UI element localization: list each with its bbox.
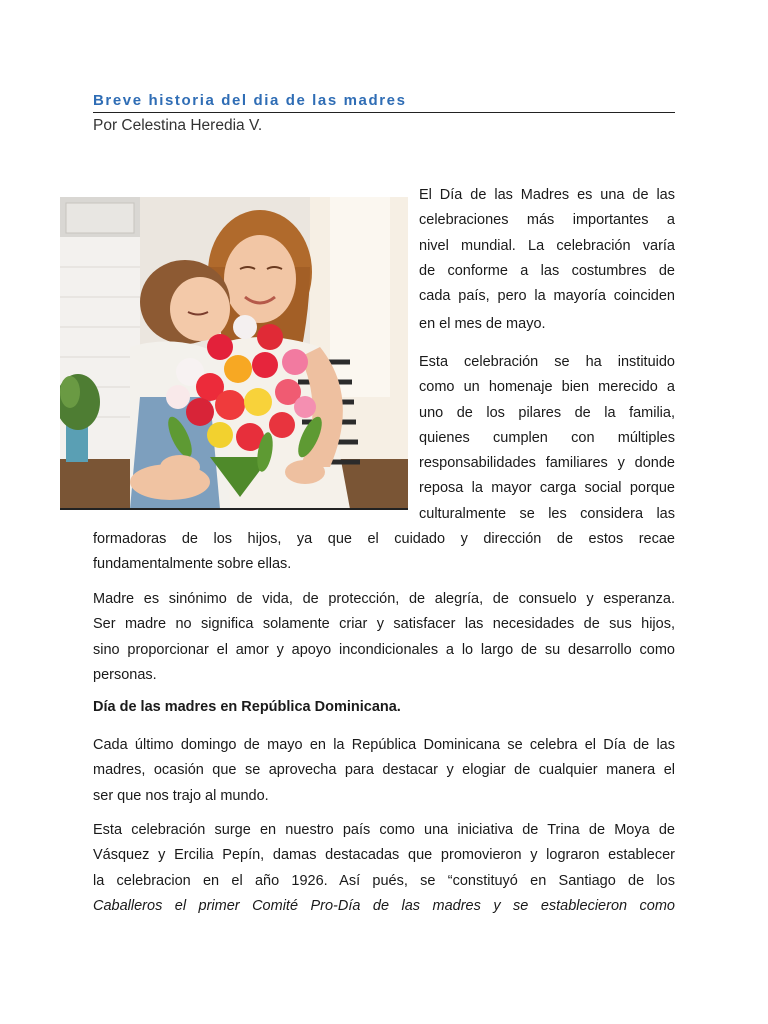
text-line: reposa la mayor carga social porque xyxy=(419,480,675,497)
text-line: Madre es sinónimo de vida, de protección, de alegría, de consuelo y esperanza. xyxy=(93,591,675,607)
author-byline: Por Celestina Heredia V. xyxy=(93,117,263,134)
paragraph-mother-meaning xyxy=(93,587,675,688)
paragraph-intro xyxy=(419,183,675,338)
text-line: Esta celebración se ha instituido xyxy=(419,354,675,370)
text-line: en el mes de mayo. xyxy=(419,316,546,333)
text-line: quienes cumplen con múltiples xyxy=(419,429,675,446)
text-line: personas. xyxy=(93,666,157,683)
document-title: Breve historia del dia de las madres xyxy=(93,92,407,109)
text-line: fundamentalmente sobre ellas. xyxy=(93,556,292,573)
section-heading: Día de las madres en República Dominicana. xyxy=(93,699,401,715)
text-line: Vásquez y Ercilia Pepín, damas destacadas que promovieron y lograron establecer xyxy=(93,847,675,864)
text-line: sino proporcionar el amor y apoyo incondicionales a lo largo de su desarrollo como xyxy=(93,641,675,658)
paragraph-origin xyxy=(93,818,675,919)
text-line: Esta celebración surge en nuestro país como una iniciativa de Trina de Moya de xyxy=(93,822,675,838)
text-line: cada país, pero la mayoría coinciden xyxy=(419,288,675,305)
text-line: responsabilidades familiares y donde xyxy=(419,455,675,472)
text-line: El Día de las Madres es una de las xyxy=(419,187,675,203)
photo-illustration xyxy=(60,197,408,509)
text-line: como un homenaje bien merecido a xyxy=(419,379,675,396)
title-underline xyxy=(93,112,675,113)
photo-baseline xyxy=(60,508,408,510)
text-line: de conforme a las costumbres de xyxy=(419,262,675,279)
mother-daughter-photo xyxy=(60,197,408,509)
paragraph-dominican-date xyxy=(93,733,675,809)
text-line: nivel mundial. La celebración varía xyxy=(419,237,675,254)
paragraph-homage-continued xyxy=(93,527,675,578)
text-line: culturalmente se les considera las xyxy=(419,505,675,522)
text-line: madres, ocasión que se aprovecha para destacar y elogiar de cualquier manera el xyxy=(93,762,675,779)
text-line: Ser madre no significa solamente criar y satisfacer las necesidades de sus hijos, xyxy=(93,616,675,633)
text-line: la celebracion en el año 1926. Así pués, se “constituyó en Santiago de los xyxy=(93,872,675,889)
text-line: Cada último domingo de mayo en la República Dominicana se celebra el Día de las xyxy=(93,737,675,753)
text-line: formadoras de los hijos, ya que el cuidado y dirección de estos recae xyxy=(93,531,675,547)
text-line: celebraciones más importantes a xyxy=(419,212,675,229)
text-line: uno de los pilares de la familia, xyxy=(419,404,675,421)
text-line: Caballeros el primer Comité Pro-Día de las madres y se establecieron como xyxy=(93,897,675,914)
paragraph-homage-column xyxy=(419,350,675,527)
text-line: ser que nos trajo al mundo. xyxy=(93,787,269,804)
